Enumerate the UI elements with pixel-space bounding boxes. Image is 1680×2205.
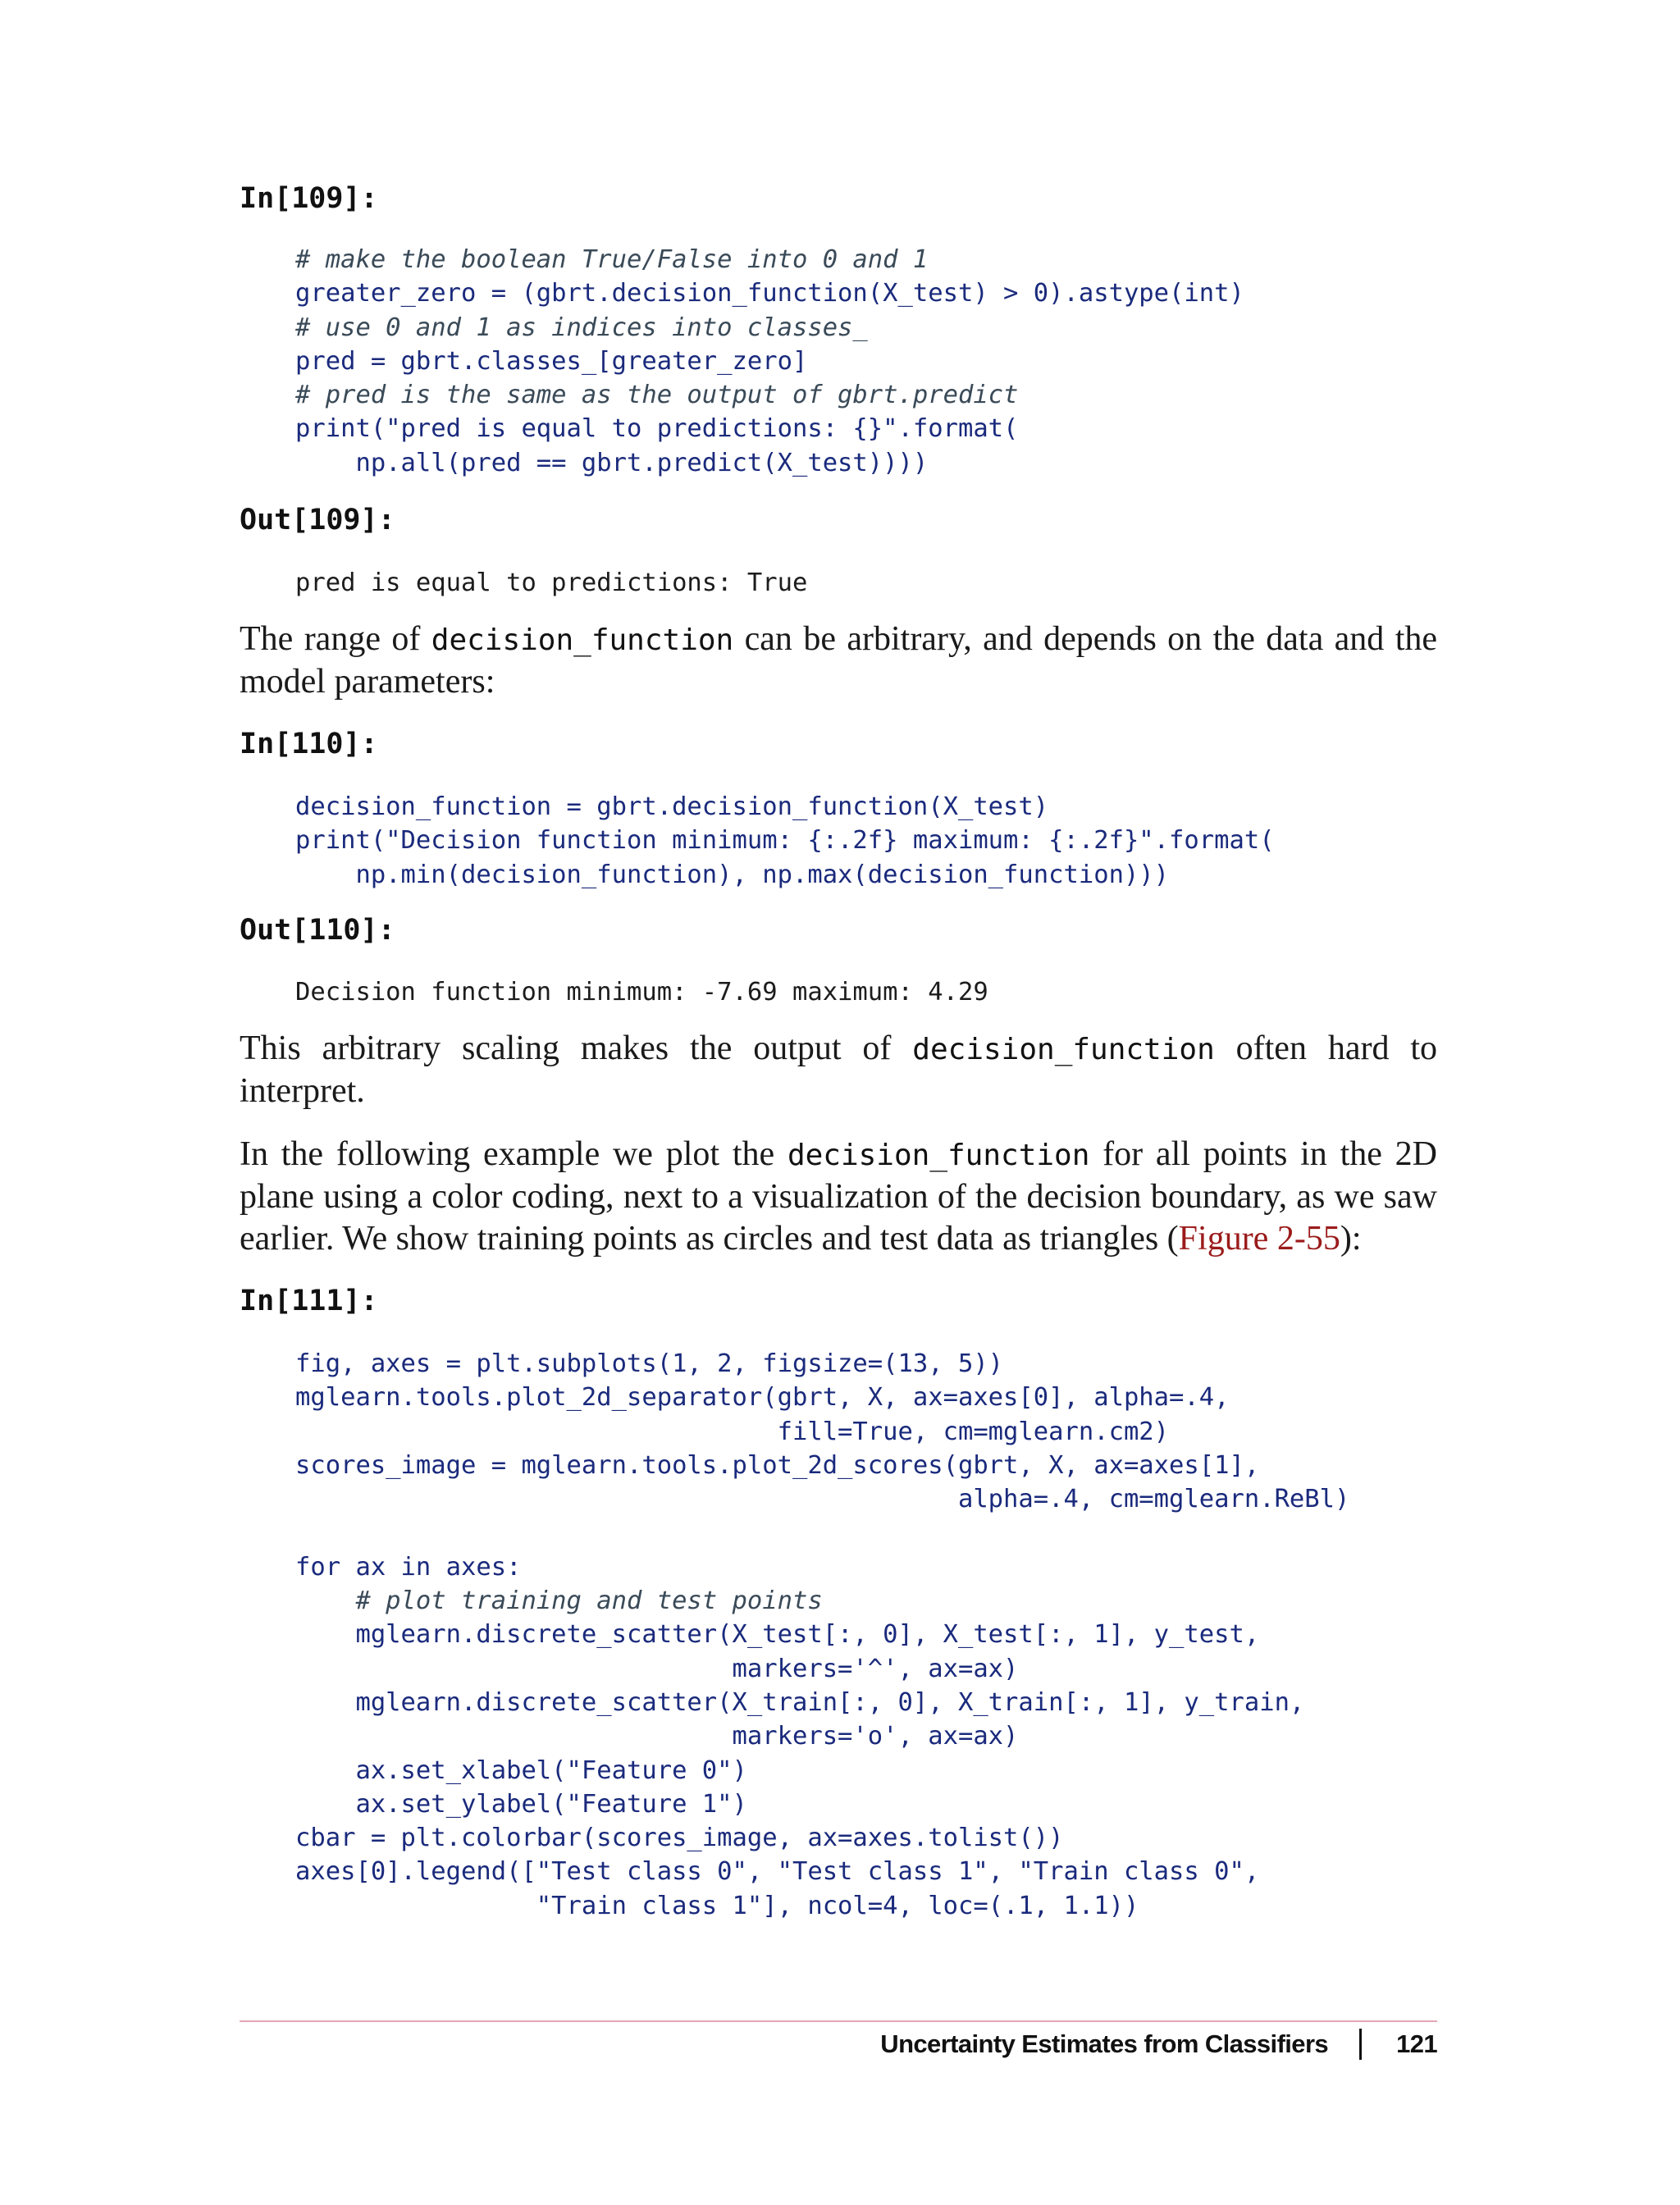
paragraph-text: In the following example we plot the [240,1135,788,1173]
code-line: greater_zero = (gbrt.decision_function(X_test) > 0).astype(int) [295,279,1244,308]
page-footer [880,2029,1437,2060]
code-line: fill=True, cm=mglearn.cm2) [295,1417,1170,1446]
output-block-out-109 [295,566,807,600]
code-block-in-111 [295,1347,1349,1923]
code-line: print("pred is equal to predictions: {}".format( [295,414,1019,444]
code-line: cbar = plt.colorbar(scores_image, ax=axes.tolist()) [295,1824,1064,1853]
code-line: decision_function = gbrt.decision_function(X_test) [295,792,1049,821]
inline-code: decision_function [431,623,734,657]
paragraph-example [240,1134,1437,1260]
code-line: "Train class 1"], ncol=4, loc=(.1, 1.1)) [295,1891,1139,1920]
code-line: axes[0].legend(["Test class 0", "Test class 1", "Train class 0", [295,1857,1260,1887]
footer-section-title: Uncertainty Estimates from Classifiers [880,2029,1329,2058]
paragraph-scaling [240,1028,1437,1112]
code-line: mglearn.discrete_scatter(X_train[:, 0], X_train[:, 1], y_train, [295,1687,1305,1717]
footer-rule [240,2020,1437,2022]
code-line: mglearn.tools.plot_2d_separator(gbrt, X, ax=axes[0], alpha=.4, [295,1383,1230,1413]
paragraph-text: can be arbitrary, and depends on the data and the model parameters: [240,620,1437,701]
cell-label-out-109: Out[109]: [240,504,395,536]
paragraph-text: This arbitrary scaling makes the output of [240,1029,913,1067]
code-block-in-110 [295,790,1275,892]
code-line: mglearn.discrete_scatter(X_test[:, 0], X_test[:, 1], y_test, [295,1620,1260,1650]
cell-label-in-111: In[111]: [240,1285,378,1317]
paragraph-text: The range of [240,620,431,658]
code-line: # plot training and test points [295,1586,823,1616]
footer-separator [1359,2029,1362,2060]
cell-label-in-109: In[109]: [240,182,378,215]
code-line: # pred is the same as the output of gbrt.predict [295,381,1019,410]
cell-label-out-110: Out[110]: [240,914,395,947]
code-line: alpha=.4, cm=mglearn.ReBl) [295,1485,1350,1514]
code-line: markers='^', ax=ax) [295,1654,1019,1683]
code-line: fig, axes = plt.subplots(1, 2, figsize=(13, 5)) [295,1349,1004,1378]
code-line: pred = gbrt.classes_[greater_zero] [295,346,808,376]
paragraph-text: ): [1340,1220,1362,1258]
output-line: Decision function minimum: -7.69 maximum: 4.29 [295,978,988,1007]
code-line: for ax in axes: [295,1552,522,1582]
inline-code: decision_function [787,1139,1090,1172]
figure-link[interactable]: Figure 2-55 [1178,1220,1340,1258]
code-line: ax.set_ylabel("Feature 1") [295,1789,747,1819]
code-line: # use 0 and 1 as indices into classes_ [295,313,868,342]
code-line: # make the boolean True/False into 0 and 1 [295,245,929,274]
cell-label-in-110: In[110]: [240,728,378,760]
inline-code: decision_function [912,1033,1215,1066]
page-number: 121 [1396,2029,1437,2058]
code-line: np.all(pred == gbrt.predict(X_test)))) [295,448,929,477]
code-line: np.min(decision_function), np.max(decision_function))) [295,860,1170,889]
paragraph-range [240,619,1437,703]
code-line: ax.set_xlabel("Feature 0") [295,1755,747,1785]
code-line: scores_image = mglearn.tools.plot_2d_scores(gbrt, X, ax=axes[1], [295,1450,1260,1480]
code-line: print("Decision function minimum: {:.2f} maximum: {:.2f}".format( [295,826,1275,856]
paragraph-text: often hard to interpret. [240,1029,1437,1110]
code-line: markers='o', ax=ax) [295,1722,1019,1751]
code-block-in-109 [295,243,1244,480]
paragraph-text: for all points in the 2D plane using a color coding, next to a visualization of the decision boundary, as we saw earlier. We show training points as circles and test data as triangles ( [240,1135,1437,1258]
output-block-out-110 [295,975,988,1009]
output-line: pred is equal to predictions: True [295,568,808,597]
